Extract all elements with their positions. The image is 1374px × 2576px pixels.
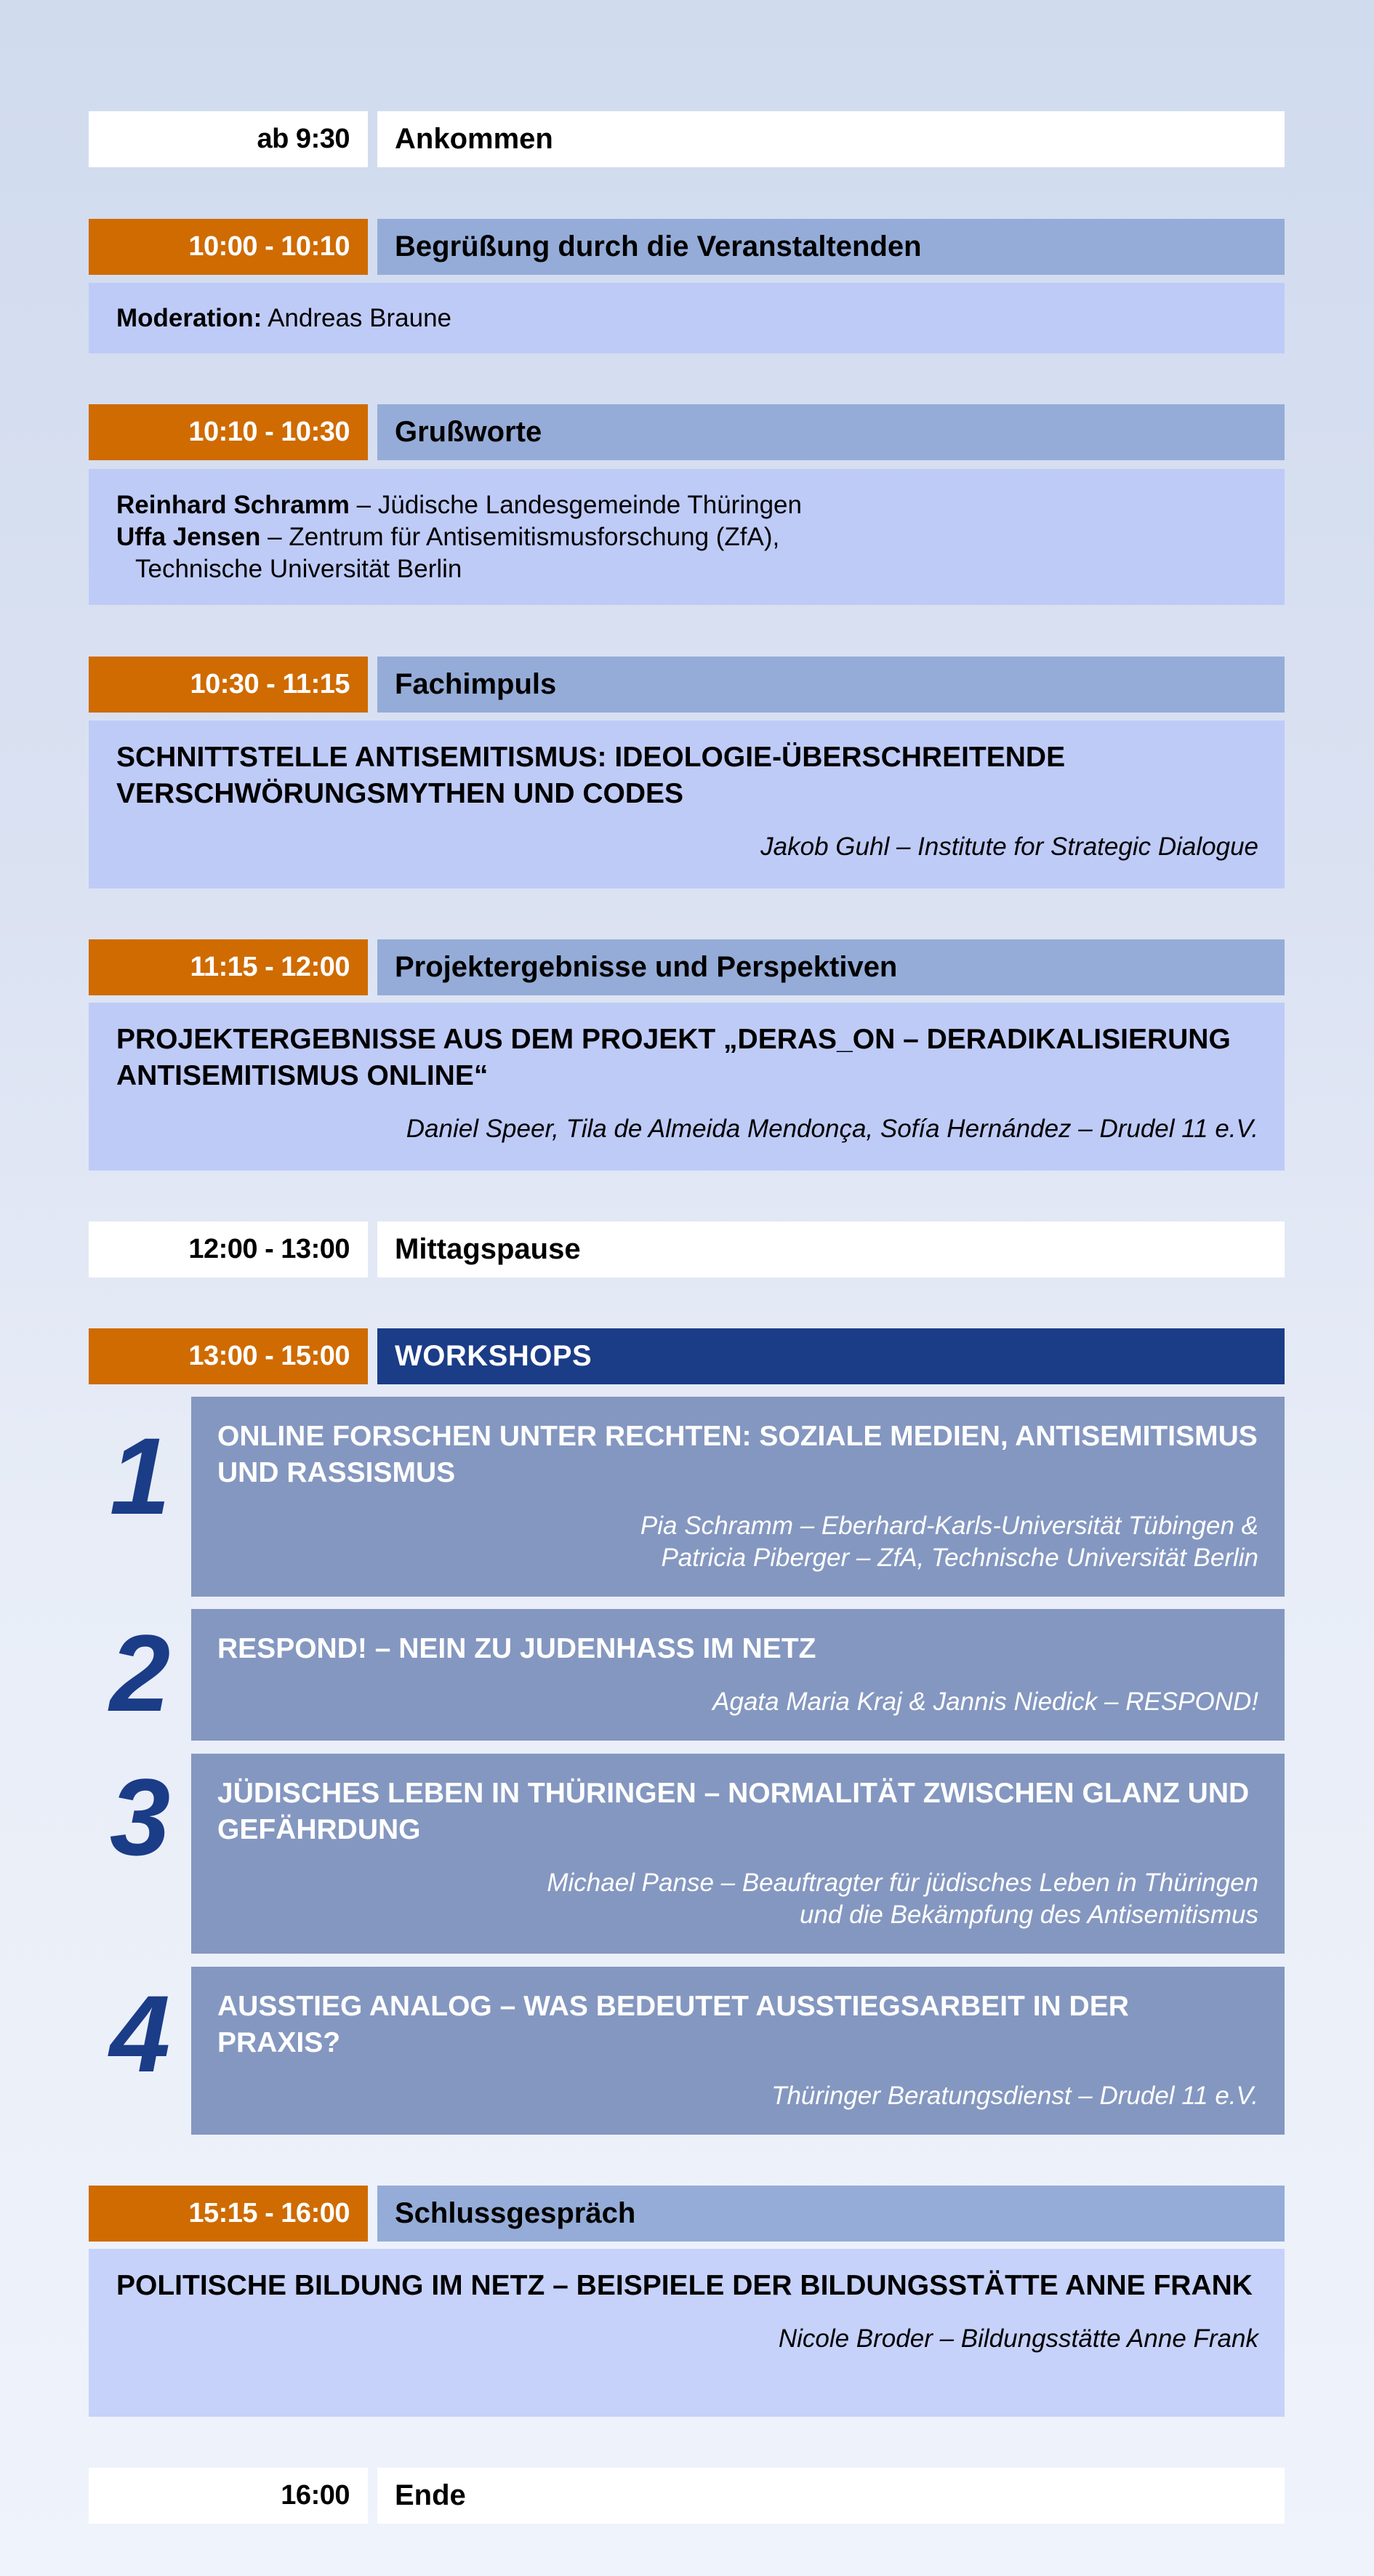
session-title: Projektergebnisse und Perspektiven	[395, 951, 898, 983]
workshop-speakers	[217, 1686, 1258, 1718]
end-title	[377, 2468, 1285, 2524]
workshop-number-3: 3	[109, 1756, 171, 1878]
speaker-line: Patricia Piberger – ZfA, Technische Universität Berlin	[661, 1544, 1258, 1572]
session-title: Mittagspause	[395, 1233, 581, 1265]
workshop-speakers	[217, 1510, 1258, 1574]
workshop-number-4: 4	[109, 1973, 171, 2095]
talk-speaker: Nicole Broder – Bildungsstätte Anne Frank	[778, 2324, 1258, 2353]
welcome-time	[89, 219, 368, 275]
session-title: Ende	[395, 2479, 466, 2511]
speaker-name: Reinhard Schramm	[116, 490, 350, 519]
workshop-title: JÜDISCHES LEBEN IN THÜRINGEN – NORMALITÄT ZWISCHEN GLANZ UND GEFÄHRDUNG	[217, 1778, 1250, 1845]
workshop-number-1: 1	[109, 1415, 171, 1537]
speaker-affiliation: – Jüdische Landesgemeinde Thüringen	[356, 490, 802, 519]
welcome-detail	[89, 283, 1285, 353]
speaker-line: Thüringer Beratungsdienst – Drudel 11 e.V.	[771, 2082, 1258, 2110]
speaker-line	[116, 489, 1258, 521]
time-label: 13:00 - 15:00	[188, 1341, 350, 1371]
keynote-detail	[89, 721, 1285, 888]
workshop-title: ONLINE FORSCHEN UNTER RECHTEN: SOZIALE MEDIEN, ANTISEMITISMUS UND RASSISMUS	[217, 1421, 1258, 1488]
time-label: 10:10 - 10:30	[188, 417, 350, 447]
keynote-title	[377, 657, 1285, 713]
speaker-line: Michael Panse – Beauftragter für jüdisches Leben in Thüringen	[547, 1869, 1258, 1897]
closing-detail	[89, 2249, 1285, 2417]
session-title: Ankommen	[395, 123, 553, 155]
keynote-time	[89, 657, 368, 713]
lunch-time	[89, 1221, 368, 1277]
greetings-time	[89, 404, 368, 460]
welcome-title	[377, 219, 1285, 275]
time-label: 16:00	[281, 2480, 350, 2511]
speaker-line: Agata Maria Kraj & Jannis Niedick – RESPOND!	[712, 1688, 1258, 1716]
lunch-title	[377, 1221, 1285, 1277]
time-label: ab 9:30	[257, 124, 350, 154]
time-label: 10:30 - 11:15	[190, 669, 350, 699]
talk-title: PROJEKTERGEBNISSE AUS DEM PROJEKT „DERAS_ON – DERADIKALISIERUNG ANTISEMITISMUS ONLINE“	[116, 1024, 1231, 1091]
closing-title	[377, 2186, 1285, 2242]
session-title: WORKSHOPS	[395, 1340, 592, 1372]
workshops-title	[377, 1328, 1285, 1384]
workshop-card-4	[191, 1967, 1285, 2135]
project-time	[89, 939, 368, 995]
talk-title: POLITISCHE BILDUNG IM NETZ – BEISPIELE DER BILDUNGSSTÄTTE ANNE FRANK	[116, 2270, 1253, 2301]
speaker-line: und die Bekämpfung des Antisemitismus	[800, 1901, 1258, 1929]
moderator-name: Andreas Braune	[268, 303, 452, 332]
workshop-card-2	[191, 1609, 1285, 1741]
speaker-line	[116, 521, 1258, 553]
time-label: 12:00 - 13:00	[188, 1234, 350, 1264]
workshop-card-1	[191, 1397, 1285, 1597]
arrival-title	[377, 111, 1285, 167]
workshop-speakers	[217, 1867, 1258, 1931]
speaker-affiliation-continued: Technische Universität Berlin	[135, 554, 462, 583]
session-title: Schlussgespräch	[395, 2197, 636, 2229]
workshop-speakers	[217, 2080, 1258, 2112]
speaker-line: Pia Schramm – Eberhard-Karls-Universität Tübingen &	[640, 1512, 1258, 1540]
time-label: 10:00 - 10:10	[188, 231, 350, 262]
workshop-title: RESPOND! – NEIN ZU JUDENHASS IM NETZ	[217, 1633, 816, 1664]
talk-title: SCHNITTSTELLE ANTISEMITISMUS: IDEOLOGIE-ÜBERSCHREITENDE VERSCHWÖRUNGSMYTHEN UND CODES	[116, 742, 1066, 809]
moderation-label: Moderation:	[116, 303, 262, 332]
time-label: 11:15 - 12:00	[190, 952, 350, 982]
workshop-card-3	[191, 1754, 1285, 1954]
workshops-time	[89, 1328, 368, 1384]
workshop-number-2: 2	[109, 1612, 171, 1734]
time-label: 15:15 - 16:00	[188, 2198, 350, 2228]
arrival-time	[89, 111, 368, 167]
greetings-detail	[89, 469, 1285, 605]
session-title: Begrüßung durch die Veranstaltenden	[395, 230, 922, 262]
closing-time	[89, 2186, 368, 2242]
speaker-name: Uffa Jensen	[116, 522, 261, 551]
project-title	[377, 939, 1285, 995]
talk-speaker: Jakob Guhl – Institute for Strategic Dialogue	[760, 832, 1258, 861]
greetings-title	[377, 404, 1285, 460]
talk-speaker: Daniel Speer, Tila de Almeida Mendonça, Sofía Hernández – Drudel 11 e.V.	[406, 1115, 1258, 1143]
workshop-title: AUSSTIEG ANALOG – WAS BEDEUTET AUSSTIEGSARBEIT IN DER PRAXIS?	[217, 1991, 1129, 2058]
session-title: Fachimpuls	[395, 668, 557, 700]
moderation-line	[116, 302, 1258, 334]
end-time	[89, 2468, 368, 2524]
speaker-affiliation: – Zentrum für Antisemitismusforschung (ZfA),	[268, 522, 780, 551]
project-detail	[89, 1003, 1285, 1171]
session-title: Grußworte	[395, 416, 542, 448]
